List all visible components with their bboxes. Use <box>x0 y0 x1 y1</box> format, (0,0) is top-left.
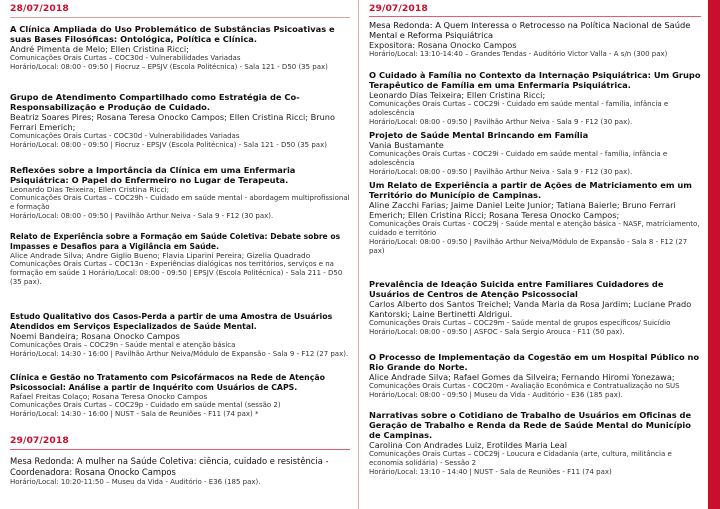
entry-authors: Alice Andrade Silva; Andre Giglio Bueno; Flavia Liparini Pereira; Gizelia Quadrado <box>10 251 311 260</box>
date-rule <box>369 16 701 17</box>
entry-schedule: Horário/Local: 08:00 - 09:50 | Fiocruz - EPSJV (Escola Politécnica) - Sala 121 - D50 (35 pax) <box>10 141 327 149</box>
entry-session: Comunicações Orais – COC29n - Saúde mental e atenção básica <box>10 341 236 350</box>
program-entry <box>10 232 350 287</box>
entry-session: Comunicações Orais Curtas – COC29m - Saúde mental de grupos específicos/ Suicídio <box>369 319 671 327</box>
entry-authors: Carlos Alberto dos Santos Treichel; Vanda Maria da Rosa Jardim; Luciane Prado Kantorski; Laine Bertinetti Aldrigui. <box>369 299 692 319</box>
entry-authors: André Pimenta de Melo; Ellen Cristina Ricci; <box>10 44 189 54</box>
entry-session: Comunicações Orais Curtas – COC29h - Cuidado em saúde mental - abordagem multiprofissional e formação <box>10 194 350 211</box>
entry-authors: Carolina Con Andrades Luiz, Erotildes Maria Leal <box>369 440 567 450</box>
entry-session: Comunicações Orais Curtas – COC13n - Experiências dialógicas nos territórios, serviços e na formação em saúde 1 Horário/Local: 08:00 - 09:50 | EPSJV (Escola Politécnica) - Sala 211 - D50 (35 pax). <box>10 260 343 286</box>
entry-authors: Vania Bustamante <box>369 140 444 150</box>
program-entry <box>369 352 701 400</box>
entry-title: Um Relato de Experiência a partir de Ações de Matriciamento em um Território do Município de Campinas. <box>369 180 692 200</box>
right-column <box>359 0 706 509</box>
entry-title: O Processo de Implementação da Cogestão em um Hospital Público no Rio Grande do Norte. <box>369 352 700 372</box>
program-entry <box>10 456 350 487</box>
entry-authors: Rafael Freitas Colaço; Rosana Teresa Onocko Campos <box>10 392 208 402</box>
program-entry <box>10 312 350 359</box>
entry-title: Relato de Experiência sobre a Formação em Saúde Coletiva: Debate sobre os Impasses e Desafios para a Vigilância em Saúde. <box>10 232 341 251</box>
entry-session: Comunicações Orais Curtas - COC29j - Saúde mental e atenção básica - NASF, matriciamento, cuidado e território <box>369 220 700 237</box>
program-entry <box>369 130 701 177</box>
date-heading: 28/07/2018 <box>10 3 69 14</box>
entry-authors: Noemi Bandeira; Rosana Onocko Campos <box>10 331 180 342</box>
entry-title: Narrativas sobre o Cotidiano de Trabalho de Usuários em Oficinas de Geração de Trabalho e Renda da Rede de Saúde Mental do Município de Campinas. <box>369 410 692 440</box>
entry-session: Comunicações Orais Curtas – COC29p - Cuidado em saúde mental (sessão 2) <box>10 401 281 410</box>
program-entry <box>369 180 701 256</box>
entry-session: Comunicações Orais Curtas - COC29i - Cuidado em saúde mental - família, infância e adolescência <box>369 150 668 167</box>
entry-schedule: Horário/Local: 08:00 - 09:50 | Pavilhão Arthur Neiva - Sala 9 - F12 (30 pax). <box>369 118 633 126</box>
entry-authors: Alice Andrade Silva; Rafael Gomes da Silveira; Fernando Hiromi Yonezawa; <box>369 372 675 382</box>
entry-schedule: Horário/Local: 14:30 - 16:00 | NUST - Sala de Reuniões - F11 (74 pax) * <box>10 410 259 419</box>
entry-authors: Aline Zacchi Farias; Jaime Daniel Leite Junior; Tatiana Baierle; Bruno Ferrari Emerich; Ellen Cristina Ricci; Rosana Teresa Onocko Campos; <box>369 200 676 220</box>
program-entry <box>10 92 350 150</box>
entry-title: Prevalência de Ideação Suicida entre Familiares Cuidadores de Usuários de Centros de Atenção Psicossocial <box>369 279 664 299</box>
program-entry <box>369 70 701 127</box>
entry-schedule: Horário/Local: 08:00 - 09:50 | ASFOC - Sala Sergio Arouca - F11 (50 pax). <box>369 328 625 336</box>
date-rule <box>10 449 350 450</box>
entry-title: Estudo Qualitativo dos Casos-Perda a partir de uma Amostra de Usuários Atendidos em Serviços Especializados de Saúde Mental. <box>10 312 333 331</box>
entry-schedule: Horário/Local: 08:00 - 09:50 | Fiocruz – EPSJV (Escola Politécnica) - Sala 121 - D50 (35 pax) <box>10 63 328 71</box>
program-entry <box>10 165 350 221</box>
date-heading: 29/07/2018 <box>369 3 428 14</box>
entry-session: Comunicações Orais Curtas – COC29i - Cuidado em saúde mental - família, infância e adolescência <box>369 100 669 117</box>
program-entry <box>369 20 701 59</box>
entry-schedule: Horário/Local: 10:20-11:50 – Museu da Vida - Auditório - E36 (185 pax). <box>10 478 261 486</box>
entry-authors: Leonardo Dias Teixeira; Ellen Cristina Ricci; <box>369 90 546 100</box>
entry-authors: Leonardo Dias Teixeira; Ellen Cristina Ricci; <box>10 185 170 194</box>
entry-session: Comunicações Orais Curtas – COC29j - Loucura e Cidadania (arte, cultura, militância e economia solidária) - Sessão 2 <box>369 450 672 467</box>
left-column <box>0 0 358 509</box>
entry-title: Grupo de Atendimento Compartilhado como Estratégia de Co-Responsabilização e Produção de Cuidado. <box>10 92 300 112</box>
entry-schedule: Horário/Local: 08:00 - 09:50 | Pavilhão Arthur Neiva - Sala 9 - F12 (30 pax). <box>10 212 274 220</box>
entry-session: Comunicações Orais Curtas – COC30d - Vulnerabilidades Variadas <box>10 54 241 62</box>
entry-authors: Beatriz Soares Pires; Rosana Teresa Onocko Campos; Ellen Cristina Ricci; Bruno Ferrari Emerich; <box>10 112 335 132</box>
entry-schedule: Horário/Local: 08:00 - 09:50 | Pavilhão Arthur Neiva - Sala 9 - F12 (30 pax). <box>369 168 633 176</box>
entry-schedule: Horário/Local: 08:00 - 09:50 | Museu da Vida - Auditório - E36 (185 pax). <box>369 391 623 399</box>
program-entry <box>369 279 701 337</box>
date-heading: 29/07/2018 <box>10 435 69 446</box>
entry-title: Reflexões sobre a Importância da Clínica em uma Enfermaria Psiquiátrica: O Papel do Enfermeiro no Lugar de Terapeuta. <box>10 165 296 185</box>
entry-title: Clínica e Gestão no Tratamento com Psicofármacos na Rede de Atenção Psicossocial: Análise a partir de Inquérito com Usuários de CAPS. <box>10 373 325 392</box>
entry-authors: Expositora: Rosana Onocko Campos <box>369 40 517 50</box>
entry-title: Projeto de Saúde Mental Brincando em Família <box>369 130 589 140</box>
entry-schedule: Horário/Local: 13:10-14:40 – Grandes Tendas - Auditório Victor Valla - A s/n (300 pax) <box>369 50 668 58</box>
entry-title: Mesa Redonda: A mulher na Saúde Coletiva: ciência, cuidado e resistência - Coordenadora: Rosana Onocko Campos <box>10 456 329 477</box>
entry-title: O Cuidado à Família no Contexto da Internação Psiquiátrica: Um Grupo Terapêutico de Família em uma Enfermaria Psiquiátrica. <box>369 70 701 90</box>
entry-title: A Clínica Ampliada do Uso Problemático de Substâncias Psicoativas e suas Bases Filosóficas: Ontológica, Política e Clínica. <box>10 24 335 44</box>
program-entry <box>10 373 350 419</box>
program-entry <box>10 24 350 72</box>
entry-title: Mesa Redonda: A Quem Interessa o Retrocesso na Política Nacional de Saúde Mental e Reforma Psiquiátrica <box>369 20 691 40</box>
entry-session: Comunicações Orais Curtas - COC30d - Vulnerabilidades Variadas <box>10 132 240 140</box>
entry-schedule: Horário/Local: 14:30 - 16:00 | Pavilhão Arthur Neiva/Módulo de Expansão - Sala 9 - F12 (27 pax). <box>10 350 349 359</box>
date-rule <box>10 17 350 18</box>
program-entry <box>369 410 701 477</box>
accent-stripe <box>708 0 720 509</box>
entry-schedule: Horário/Local: 13:10 - 14:40 | NUST - Sala de Reuniões - F11 (74 pax) <box>369 468 612 476</box>
entry-session: Comunicações Orais Curtas - COC20m - Avaliação Econômica e Contratualização no SUS <box>369 382 680 390</box>
entry-schedule: Horário/Local: 08:00 - 09:50 | Pavilhão Arthur Neiva/Módulo de Expansão - Sala 8 - F12 (27 pax) <box>369 238 688 255</box>
